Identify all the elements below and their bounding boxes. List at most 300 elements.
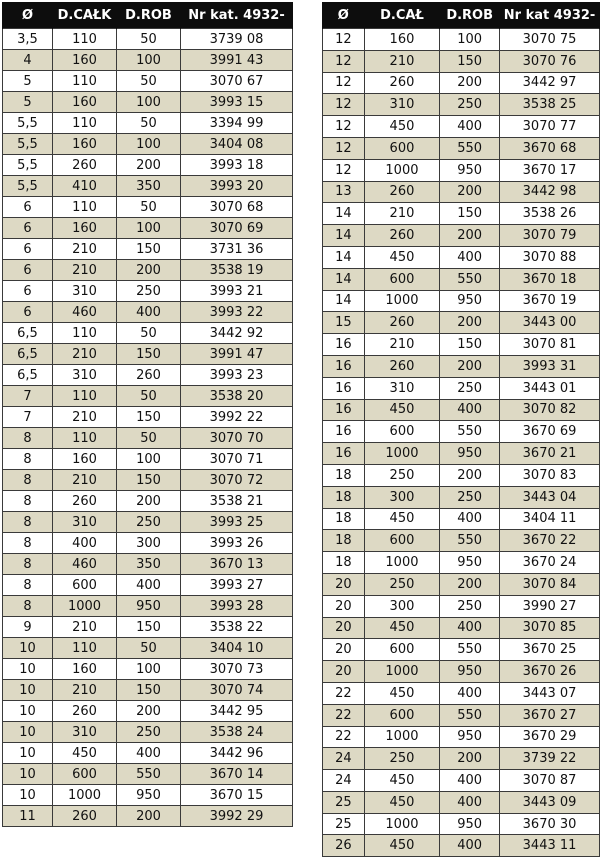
cell-total-length: 450 [364,116,440,138]
table-row [3,785,293,806]
cell-total-length: 310 [53,365,117,386]
cell-catalog-number: 3993 26 [181,533,293,554]
cell-diameter: 22 [323,704,365,726]
cell-total-length: 160 [53,218,117,239]
cell-diameter: 16 [323,399,365,421]
cell-catalog-number: 3443 00 [500,312,600,334]
cell-working-length: 200 [117,491,181,512]
cell-catalog-number: 3670 30 [500,813,600,835]
cell-total-length: 1000 [364,813,440,835]
cell-diameter: 10 [3,743,53,764]
cell-catalog-number: 3070 81 [500,334,600,356]
cell-working-length: 50 [117,428,181,449]
cell-working-length: 400 [440,770,500,792]
cell-diameter: 7 [3,386,53,407]
cell-diameter: 4 [3,50,53,71]
cell-catalog-number: 3731 36 [181,239,293,260]
cell-catalog-number: 3070 87 [500,770,600,792]
cell-catalog-number: 3739 08 [181,29,293,50]
cell-diameter: 8 [3,512,53,533]
cell-total-length: 450 [53,743,117,764]
cell-total-length: 110 [53,386,117,407]
cell-working-length: 200 [440,748,500,770]
cell-working-length: 200 [117,155,181,176]
table-row [323,159,600,181]
cell-working-length: 350 [117,176,181,197]
cell-catalog-number: 3404 10 [181,638,293,659]
cell-total-length: 260 [364,72,440,94]
table-row [3,155,293,176]
cell-diameter: 10 [3,659,53,680]
cell-working-length: 950 [117,596,181,617]
cell-diameter: 8 [3,533,53,554]
cell-catalog-number: 3670 22 [500,530,600,552]
cell-total-length: 210 [53,344,117,365]
cell-diameter: 16 [323,421,365,443]
cell-working-length: 200 [440,225,500,247]
cell-diameter: 6 [3,281,53,302]
cell-diameter: 8 [3,491,53,512]
cell-diameter: 8 [3,470,53,491]
cell-working-length: 260 [117,365,181,386]
cell-working-length: 150 [117,407,181,428]
cell-working-length: 950 [117,785,181,806]
cell-catalog-number: 3443 11 [500,835,600,857]
table-row [3,428,293,449]
cell-working-length: 250 [440,486,500,508]
cell-working-length: 100 [117,659,181,680]
cell-diameter: 8 [3,596,53,617]
cell-total-length: 600 [53,764,117,785]
cell-total-length: 600 [364,704,440,726]
cell-working-length: 250 [117,512,181,533]
cell-catalog-number: 3992 22 [181,407,293,428]
table-row [323,290,600,312]
cell-total-length: 450 [364,791,440,813]
cell-working-length: 100 [117,218,181,239]
cell-working-length: 250 [440,377,500,399]
cell-diameter: 16 [323,355,365,377]
cell-catalog-number: 3993 23 [181,365,293,386]
table-row [323,661,600,683]
header-row [3,2,293,29]
cell-diameter: 14 [323,246,365,268]
cell-working-length: 150 [440,50,500,72]
cell-catalog-number: 3070 88 [500,246,600,268]
cell-diameter: 5 [3,92,53,113]
cell-diameter: 18 [323,530,365,552]
cell-diameter: 14 [323,225,365,247]
cell-working-length: 200 [440,181,500,203]
cell-working-length: 950 [440,290,500,312]
cell-diameter: 25 [323,791,365,813]
cell-diameter: 18 [323,464,365,486]
cell-working-length: 150 [117,239,181,260]
cell-catalog-number: 3070 85 [500,617,600,639]
table-row [3,701,293,722]
cell-diameter: 10 [3,785,53,806]
cell-diameter: 16 [323,377,365,399]
table-row [3,659,293,680]
table-row [3,134,293,155]
cell-total-length: 310 [53,512,117,533]
cell-diameter: 11 [3,806,53,827]
table-row [323,464,600,486]
cell-working-length: 400 [440,399,500,421]
cell-working-length: 400 [117,302,181,323]
cell-catalog-number: 3443 07 [500,682,600,704]
cell-total-length: 600 [364,530,440,552]
cell-total-length: 460 [53,302,117,323]
cell-working-length: 950 [440,159,500,181]
cell-catalog-number: 3993 15 [181,92,293,113]
cell-total-length: 160 [53,449,117,470]
cell-working-length: 150 [117,344,181,365]
column-header-total-length: D.CAŁ [364,2,440,29]
cell-catalog-number: 3670 15 [181,785,293,806]
table-row [3,680,293,701]
cell-diameter: 12 [323,94,365,116]
table-row [3,407,293,428]
cell-diameter: 8 [3,554,53,575]
table-row [323,770,600,792]
cell-catalog-number: 3670 69 [500,421,600,443]
cell-catalog-number: 3538 26 [500,203,600,225]
cell-diameter: 5,5 [3,113,53,134]
cell-working-length: 400 [440,116,500,138]
cell-diameter: 6,5 [3,344,53,365]
cell-diameter: 12 [323,159,365,181]
cell-catalog-number: 3670 29 [500,726,600,748]
cell-working-length: 300 [117,533,181,554]
cell-working-length: 200 [440,464,500,486]
cell-diameter: 10 [3,722,53,743]
table-row [323,573,600,595]
cell-total-length: 410 [53,176,117,197]
cell-diameter: 18 [323,552,365,574]
cell-diameter: 12 [323,50,365,72]
cell-catalog-number: 3538 19 [181,260,293,281]
cell-total-length: 210 [364,203,440,225]
table-row [3,764,293,785]
cell-working-length: 50 [117,113,181,134]
cell-working-length: 200 [117,806,181,827]
cell-catalog-number: 3070 77 [500,116,600,138]
cell-working-length: 100 [117,50,181,71]
cell-diameter: 12 [323,72,365,94]
cell-working-length: 550 [440,137,500,159]
table-row [3,29,293,50]
cell-diameter: 25 [323,813,365,835]
cell-working-length: 400 [440,246,500,268]
cell-working-length: 50 [117,323,181,344]
cell-working-length: 550 [440,704,500,726]
cell-catalog-number: 3670 27 [500,704,600,726]
cell-catalog-number: 3070 73 [181,659,293,680]
table-row [323,116,600,138]
table-row [323,791,600,813]
cell-diameter: 16 [323,443,365,465]
cell-working-length: 250 [440,595,500,617]
cell-working-length: 100 [440,29,500,51]
cell-total-length: 110 [53,113,117,134]
cell-working-length: 200 [440,72,500,94]
cell-total-length: 600 [364,137,440,159]
cell-working-length: 350 [117,554,181,575]
table-row [323,748,600,770]
cell-total-length: 600 [364,639,440,661]
table-row [323,726,600,748]
cell-diameter: 18 [323,508,365,530]
table-row [3,449,293,470]
cell-total-length: 600 [364,421,440,443]
cell-total-length: 1000 [364,159,440,181]
cell-working-length: 950 [440,443,500,465]
table-row [323,399,600,421]
cell-working-length: 950 [440,661,500,683]
cell-working-length: 50 [117,197,181,218]
cell-total-length: 210 [53,470,117,491]
cell-diameter: 22 [323,682,365,704]
cell-diameter: 6 [3,260,53,281]
catalog-table-right [322,2,600,857]
table-row [323,94,600,116]
table-row [3,92,293,113]
cell-total-length: 310 [364,377,440,399]
cell-catalog-number: 3070 72 [181,470,293,491]
cell-catalog-number: 3992 29 [181,806,293,827]
cell-catalog-number: 3404 08 [181,134,293,155]
cell-working-length: 400 [440,835,500,857]
cell-working-length: 550 [440,268,500,290]
cell-diameter: 10 [3,701,53,722]
table-row [3,554,293,575]
cell-catalog-number: 3991 47 [181,344,293,365]
cell-catalog-number: 3070 69 [181,218,293,239]
cell-working-length: 550 [117,764,181,785]
cell-total-length: 250 [364,464,440,486]
cell-diameter: 10 [3,680,53,701]
cell-total-length: 210 [53,680,117,701]
cell-diameter: 12 [323,116,365,138]
cell-catalog-number: 3070 83 [500,464,600,486]
cell-catalog-number: 3443 09 [500,791,600,813]
header-row [323,2,600,29]
cell-diameter: 10 [3,638,53,659]
cell-diameter: 3,5 [3,29,53,50]
cell-working-length: 400 [117,575,181,596]
cell-catalog-number: 3443 04 [500,486,600,508]
cell-catalog-number: 3670 26 [500,661,600,683]
table-row [3,71,293,92]
cell-diameter: 9 [3,617,53,638]
cell-catalog-number: 3538 20 [181,386,293,407]
table-row [3,344,293,365]
table-row [3,386,293,407]
table-row [323,552,600,574]
table-row [323,225,600,247]
cell-diameter: 6 [3,239,53,260]
cell-total-length: 210 [53,407,117,428]
cell-total-length: 110 [53,638,117,659]
table-row [323,268,600,290]
cell-total-length: 160 [53,659,117,680]
cell-working-length: 200 [117,701,181,722]
table-row [3,176,293,197]
cell-diameter: 20 [323,617,365,639]
cell-diameter: 24 [323,748,365,770]
cell-total-length: 210 [53,617,117,638]
cell-diameter: 6,5 [3,323,53,344]
cell-catalog-number: 3070 74 [181,680,293,701]
cell-total-length: 600 [364,268,440,290]
cell-diameter: 14 [323,203,365,225]
cell-working-length: 150 [117,680,181,701]
cell-diameter: 18 [323,486,365,508]
cell-catalog-number: 3394 99 [181,113,293,134]
cell-working-length: 50 [117,71,181,92]
cell-catalog-number: 3442 98 [500,181,600,203]
cell-total-length: 160 [53,50,117,71]
cell-total-length: 450 [364,246,440,268]
cell-total-length: 600 [53,575,117,596]
cell-catalog-number: 3990 27 [500,595,600,617]
cell-diameter: 6 [3,197,53,218]
cell-diameter: 5,5 [3,155,53,176]
table-row [3,218,293,239]
cell-total-length: 160 [53,92,117,113]
cell-total-length: 300 [364,486,440,508]
cell-working-length: 200 [440,355,500,377]
table-row [323,137,600,159]
table-row [323,50,600,72]
cell-working-length: 50 [117,386,181,407]
cell-catalog-number: 3443 01 [500,377,600,399]
cell-total-length: 260 [364,225,440,247]
cell-total-length: 110 [53,29,117,50]
cell-catalog-number: 3070 82 [500,399,600,421]
cell-diameter: 14 [323,290,365,312]
cell-total-length: 1000 [364,552,440,574]
table-row [3,638,293,659]
cell-diameter: 20 [323,595,365,617]
cell-catalog-number: 3070 71 [181,449,293,470]
cell-catalog-number: 3993 25 [181,512,293,533]
cell-working-length: 400 [117,743,181,764]
cell-working-length: 250 [440,94,500,116]
cell-total-length: 110 [53,323,117,344]
table-row [323,835,600,857]
cell-catalog-number: 3670 18 [500,268,600,290]
cell-working-length: 100 [117,92,181,113]
cell-working-length: 50 [117,29,181,50]
table-row [323,181,600,203]
cell-total-length: 160 [53,134,117,155]
table-row [3,365,293,386]
cell-catalog-number: 3993 27 [181,575,293,596]
cell-total-length: 1000 [364,443,440,465]
cell-working-length: 150 [117,617,181,638]
cell-total-length: 260 [364,312,440,334]
table-row [323,530,600,552]
column-header-diameter: Ø [323,2,365,29]
cell-diameter: 20 [323,639,365,661]
cell-catalog-number: 3404 11 [500,508,600,530]
table-row [323,377,600,399]
cell-diameter: 24 [323,770,365,792]
cell-diameter: 15 [323,312,365,334]
cell-diameter: 20 [323,661,365,683]
cell-working-length: 150 [440,334,500,356]
table-row [3,197,293,218]
table-row [3,113,293,134]
cell-catalog-number: 3442 92 [181,323,293,344]
cell-working-length: 400 [440,617,500,639]
table-row [3,743,293,764]
cell-catalog-number: 3538 21 [181,491,293,512]
table-row [323,486,600,508]
cell-catalog-number: 3070 67 [181,71,293,92]
table-row [323,639,600,661]
cell-total-length: 450 [364,682,440,704]
cell-total-length: 450 [364,617,440,639]
cell-total-length: 460 [53,554,117,575]
column-header-working-length: D.ROB [117,2,181,29]
cell-total-length: 450 [364,508,440,530]
cell-total-length: 210 [364,334,440,356]
cell-catalog-number: 3670 21 [500,443,600,465]
table-row [323,813,600,835]
table-row [3,722,293,743]
cell-diameter: 13 [323,181,365,203]
cell-total-length: 450 [364,399,440,421]
cell-catalog-number: 3670 14 [181,764,293,785]
cell-catalog-number: 3442 97 [500,72,600,94]
cell-working-length: 550 [440,530,500,552]
cell-total-length: 260 [53,806,117,827]
table-row [323,682,600,704]
cell-working-length: 200 [117,260,181,281]
table-row [323,704,600,726]
table-row [323,508,600,530]
cell-catalog-number: 3670 25 [500,639,600,661]
table-row [3,575,293,596]
cell-catalog-number: 3993 22 [181,302,293,323]
cell-diameter: 10 [3,764,53,785]
cell-catalog-number: 3993 20 [181,176,293,197]
cell-total-length: 1000 [364,726,440,748]
table-row [323,312,600,334]
cell-working-length: 50 [117,638,181,659]
cell-diameter: 22 [323,726,365,748]
cell-catalog-number: 3993 21 [181,281,293,302]
cell-catalog-number: 3739 22 [500,748,600,770]
cell-catalog-number: 3442 96 [181,743,293,764]
cell-catalog-number: 3993 28 [181,596,293,617]
cell-working-length: 550 [440,639,500,661]
cell-total-length: 210 [364,50,440,72]
cell-total-length: 210 [53,260,117,281]
table-row [3,50,293,71]
cell-diameter: 20 [323,573,365,595]
cell-total-length: 260 [53,491,117,512]
cell-diameter: 5,5 [3,134,53,155]
cell-diameter: 8 [3,575,53,596]
cell-catalog-number: 3538 25 [500,94,600,116]
cell-working-length: 250 [117,281,181,302]
table-row [3,806,293,827]
cell-working-length: 400 [440,791,500,813]
